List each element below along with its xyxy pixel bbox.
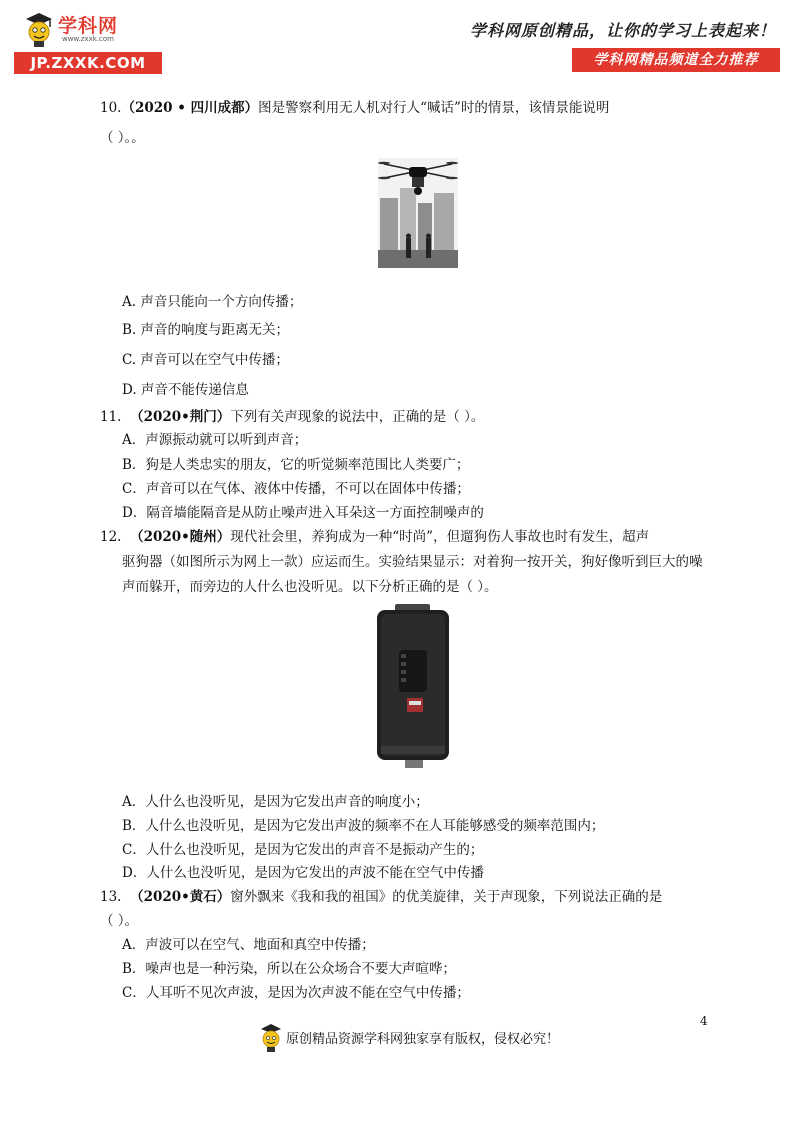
logo-text: 学科网 xyxy=(58,15,119,37)
option-12-d: D．人什么也没听见，是因为它发出的声波不能在空气中传播 xyxy=(122,865,484,881)
question-11-stem xyxy=(100,407,484,427)
option-10-b: B. 声音的响度与距离无关； xyxy=(122,322,290,338)
logo-subtext: www.zxxk.com xyxy=(62,35,114,43)
question-text: 下列有关声现象的说法中，正确的是（ ）。 xyxy=(230,409,485,425)
question-number: 12. xyxy=(100,529,122,545)
mascot-icon xyxy=(258,1022,284,1052)
copyright-notice: 原创精品资源学科网独家享有版权，侵权必究！ xyxy=(286,1032,560,1047)
zxxk-logo[interactable] xyxy=(22,10,162,50)
question-number: 10. xyxy=(100,100,122,116)
drone-photo xyxy=(378,158,458,268)
question-text: 窗外飘来《我和我的祖国》的优美旋律，关于声现象，下列说法正确的是 xyxy=(230,889,663,905)
question-source: （2020•黄石） xyxy=(130,889,231,905)
question-10-stem-cont: （ ）。。 xyxy=(100,130,145,146)
option-13-a: A．声波可以在空气、地面和真空中传播； xyxy=(122,937,375,953)
option-13-c: C．人耳听不见次声波，是因为次声波不能在空气中传播； xyxy=(122,985,470,1001)
option-10-c: C. 声音可以在空气中传播； xyxy=(122,352,289,368)
question-text: 现代社会里，养狗成为一种“时尚”，但遛狗伤人事故也时有发生，超声 xyxy=(230,529,650,545)
site-url-badge[interactable]: JP.ZXXK.COM xyxy=(14,52,162,74)
question-number: 11. xyxy=(100,409,122,425)
option-13-b: B．噪声也是一种污染，所以在公众场合不要大声喧哗； xyxy=(122,961,456,977)
page-header xyxy=(0,0,800,80)
question-12-stem xyxy=(100,527,649,547)
option-11-c: C．声音可以在气体、液体中传播，不可以在固体中传播； xyxy=(122,481,470,497)
question-source: （2020•荆门） xyxy=(130,409,231,425)
dog-repeller-photo xyxy=(365,602,460,772)
question-13-stem-cont: （ ）。 xyxy=(100,913,139,929)
question-text: 图是警察利用无人机对行人“喊话”时的情景，该情景能说明 xyxy=(258,100,610,116)
page-footer xyxy=(258,1022,588,1052)
question-source: （2020 • 四川成都） xyxy=(121,100,259,116)
option-12-c: C．人什么也没听见，是因为它发出的声音不是振动产生的； xyxy=(122,842,484,858)
question-12-stem-cont: 驱狗器（如图所示为网上一款）应运而生。实验结果显示：对着狗一按开关，狗好像听到巨大的噪 xyxy=(122,554,703,570)
page-number: 4 xyxy=(700,1014,708,1028)
option-12-b: B．人什么也没听见，是因为它发出声波的频率不在人耳能够感受的频率范围内； xyxy=(122,818,605,834)
option-11-a: A．声源振动就可以听到声音； xyxy=(122,432,308,448)
question-number: 13. xyxy=(100,889,122,905)
question-10-stem xyxy=(100,98,609,118)
channel-banner: 学科网精品频道全力推荐 xyxy=(572,48,780,72)
option-10-d: D. 声音不能传递信息 xyxy=(122,382,249,398)
option-11-b: B．狗是人类忠实的朋友，它的听觉频率范围比人类要广； xyxy=(122,457,470,473)
question-source: （2020•随州） xyxy=(130,529,231,545)
option-11-d: D．隔音墙能隔音是从防止噪声进入耳朵这一方面控制噪声的 xyxy=(122,505,484,521)
question-13-stem xyxy=(100,887,662,907)
option-10-a: A. 声音只能向一个方向传播； xyxy=(122,294,303,310)
header-slogan: 学科网原创精品，让你的学习上表起来！ xyxy=(469,21,776,40)
mascot-icon xyxy=(22,10,56,48)
option-12-a: A．人什么也没听见，是因为它发出声音的响度小； xyxy=(122,794,429,810)
question-12-stem-cont: 声而躲开，而旁边的人什么也没听见。以下分析正确的是（ ）。 xyxy=(122,579,498,595)
